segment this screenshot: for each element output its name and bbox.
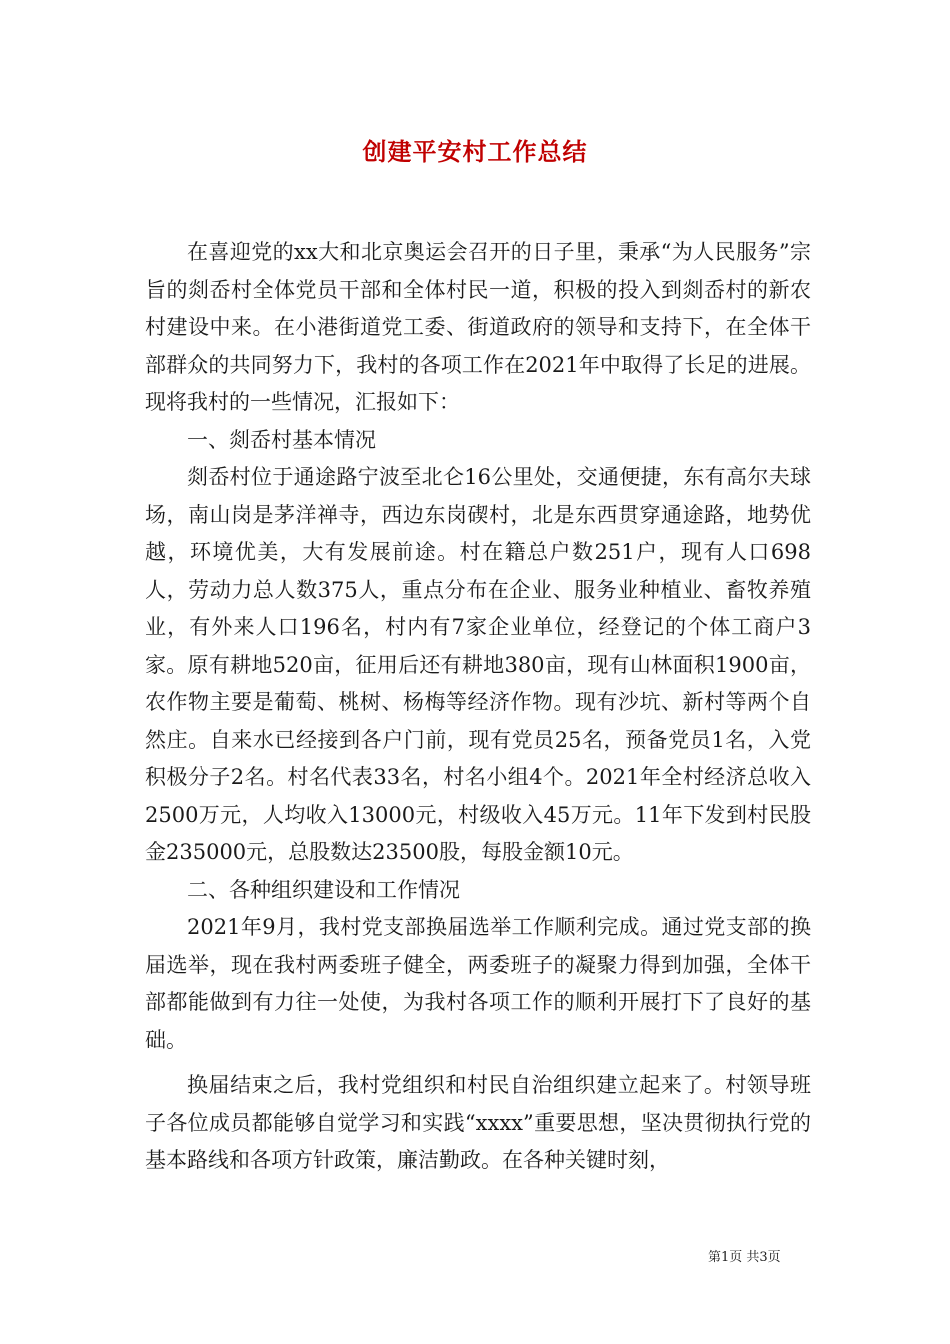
village-info-paragraph: 剡岙村位于通途路宁波至北仑16公里处，交通便捷，东有高尔夫球场，南山岗是茅洋禅寺，西边东岗碶村，北是东西贯穿通途路，地势优越，环境优美，大有发展前途。村在籍总户数251户，现有人口698人，劳动力总人数375人，重点分布在企业、服务业种植业、畜牧养殖业，有外来人口196名，村内有7家企业单位，经登记的个体工商户3家。原有耕地520亩，征用后还有耕地380亩，现有山林面积1900亩，农作物主要是葡萄、桃树、杨梅等经济作物。现有沙坑、新村等两个自然庄。自来水已经接到各户门前，现有党员25名，预备党员1名，入党积极分子2名。村名代表33名，村名小组4个。2021年全村经济总收入2500万元，人均收入13000元，村级收入45万元。11年下发到村民股金235000元，总股数达23500股，每股金额10元。	[145, 465, 811, 864]
section-heading-2: 二、各种组织建设和工作情况	[187, 877, 460, 902]
document-title: 创建平安村工作总结	[362, 137, 588, 166]
section-heading-1: 一、剡岙村基本情况	[187, 427, 376, 452]
intro-paragraph: 在喜迎党的xx大和北京奥运会召开的日子里，秉承“为人民服务”宗旨的剡岙村全体党员干部和全体村民一道，积极的投入到剡岙村的新农村建设中来。在小港街道党工委、街道政府的领导和支持下，在全体干部群众的共同努力下，我村的各项工作在2021年中取得了长足的进展。现将我村的一些情况，汇报如下：	[145, 240, 811, 414]
election-paragraph: 2021年9月，我村党支部换届选举工作顺利完成。通过党支部的换届选举，现在我村两委班子健全，两委班子的凝聚力得到加强，全体干部都能做到有力往一处使，为我村各项工作的顺利开展打下了良好的基础。	[145, 915, 811, 1052]
organization-paragraph: 换届结束之后，我村党组织和村民自治组织建立起来了。村领导班子各位成员都能够自觉学习和实践“xxxx”重要思想，坚决贯彻执行党的基本路线和各项方针政策，廉洁勤政。在各种关键时刻，	[145, 1073, 811, 1172]
document-body	[145, 234, 811, 1180]
page-number: 第1页 共3页	[708, 1250, 781, 1265]
